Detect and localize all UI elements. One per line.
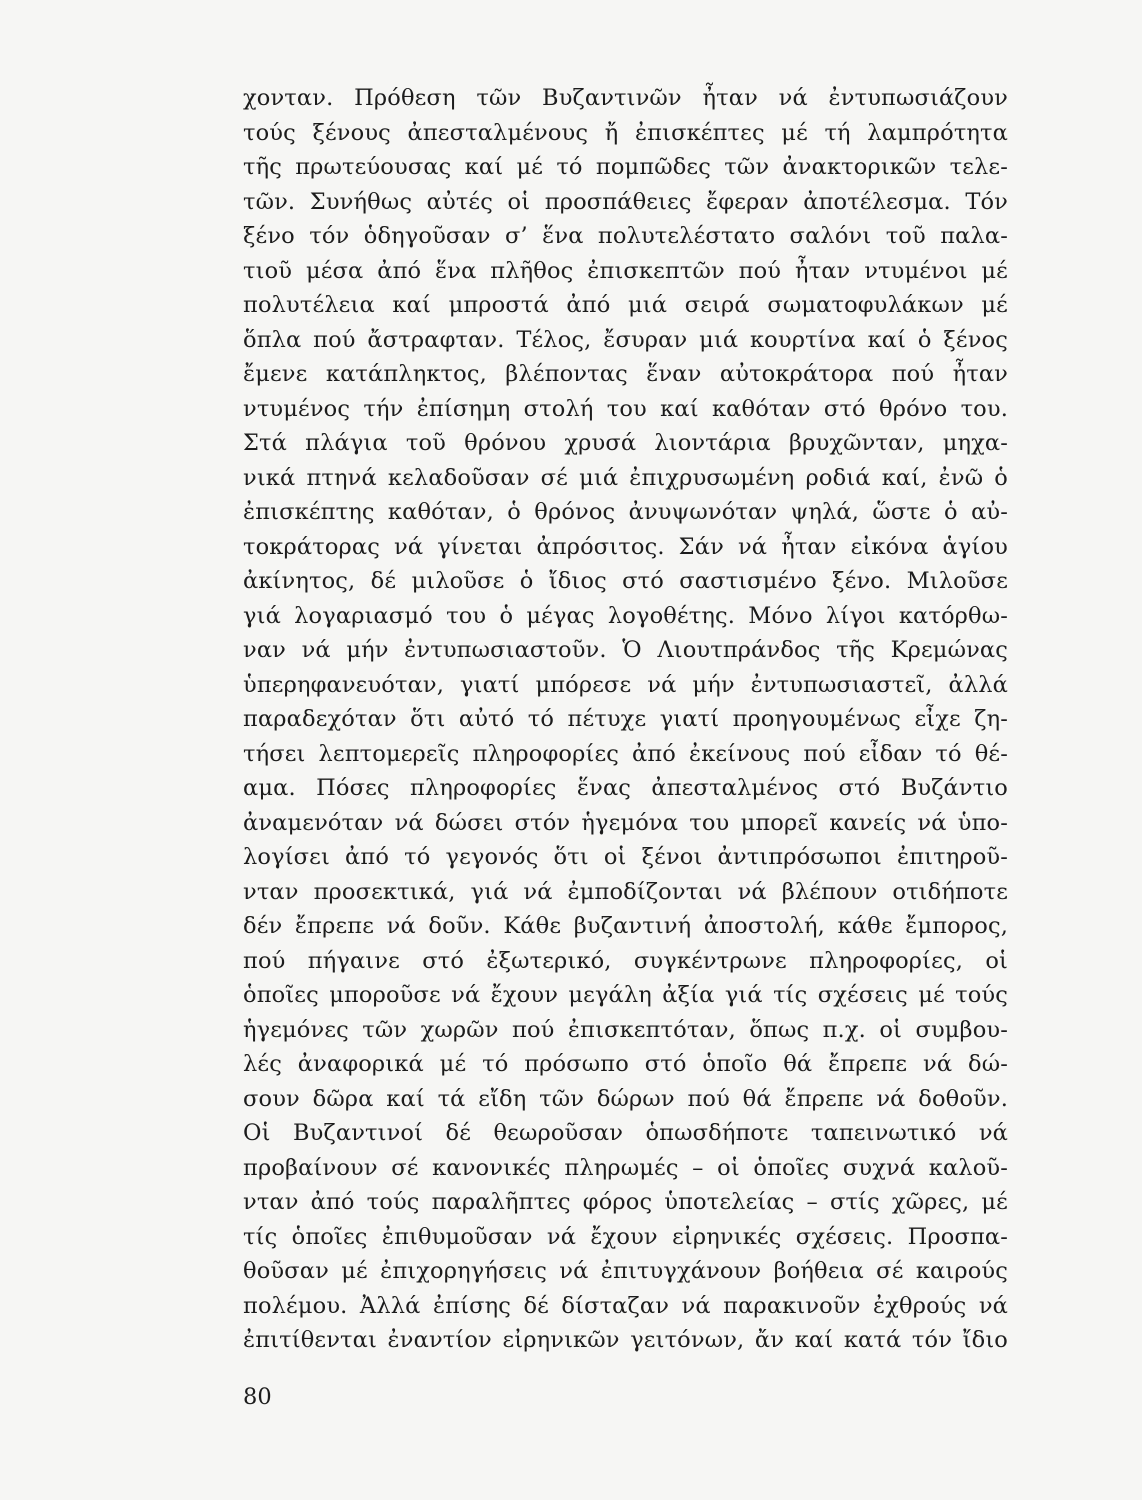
- text-line: νταν ἀπό τούς παραλῆπτες φόρος ὑποτελείας – στίς χῶρες, μέ: [243, 1189, 1008, 1215]
- text-line: νικά πτηνά κελαδοῦσαν σέ μιά ἐπιχρυσωμένη ροδιά καί, ἐνῶ ὁ: [243, 464, 1008, 491]
- text-line: ἀναμενόταν νά δώσει στόν ἡγεμόνα του μπορεῖ κανείς νά ὑπο-: [243, 809, 1008, 836]
- text-line: τοκράτορας νά γίνεται ἀπρόσιτος. Σάν νά ἦταν εἰκόνα ἁγίου: [243, 533, 1008, 560]
- text-line: παραδεχόταν ὅτι αὐτό τό πέτυχε γιατί προηγουμένως εἶχε ζη-: [243, 706, 1008, 732]
- text-line: πολυτέλεια καί μπροστά ἀπό μιά σειρά σωματοφυλάκων μέ: [243, 292, 1008, 318]
- text-line: ἐπισκέπτης καθόταν, ὁ θρόνος ἀνυψωνόταν ψηλά, ὥστε ὁ αὐ-: [243, 499, 1008, 525]
- text-line: ὑπερηφανευόταν, γιατί μπόρεσε νά μήν ἐντυπωσιαστεῖ, ἀλλά: [243, 671, 1008, 698]
- text-line: τῆς πρωτεύουσας καί μέ τό πομπῶδες τῶν ἀνακτορικῶν τελε-: [243, 154, 1008, 180]
- text-line: ναν νά μήν ἐντυπωσιαστοῦν. Ὁ Λιουτπράνδος τῆς Κρεμώνας: [243, 637, 1008, 663]
- text-line: προβαίνουν σέ κανονικές πληρωμές – οἱ ὁποῖες συχνά καλοῦ-: [243, 1154, 1008, 1181]
- text-line: ὁποῖες μποροῦσε νά ἔχουν μεγάλη ἀξία γιά τίς σχέσεις μέ τούς: [243, 982, 1008, 1008]
- text-line: ἡγεμόνες τῶν χωρῶν πού ἐπισκεπτόταν, ὅπως π.χ. οἱ συμβου-: [243, 1016, 1008, 1043]
- text-line: αμα. Πόσες πληροφορίες ἕνας ἀπεσταλμένος στό Βυζάντιο: [243, 775, 1008, 801]
- text-line: τίς ὁποῖες ἐπιθυμοῦσαν νά ἔχουν εἰρηνικές σχέσεις. Προσπα-: [243, 1223, 1008, 1250]
- text-line: πού πήγαινε στό ἐξωτερικό, συγκέντρωνε πληροφορίες, οἱ: [243, 947, 1008, 974]
- text-line: λογίσει ἀπό τό γεγονός ὅτι οἱ ξένοι ἀντιπρόσωποι ἐπιτηροῦ-: [243, 844, 1008, 870]
- text-line: ἀκίνητος, δέ μιλοῦσε ὁ ἴδιος στό σαστισμένο ξένο. Μιλοῦσε: [243, 568, 1008, 594]
- text-line: τούς ξένους ἀπεσταλμένους ἤ ἐπισκέπτες μέ τή λαμπρότητα: [243, 119, 1008, 146]
- text-line: τῶν. Συνήθως αὐτές οἱ προσπάθειες ἔφεραν ἀποτέλεσμα. Τόν: [243, 188, 1008, 215]
- text-line: Στά πλάγια τοῦ θρόνου χρυσά λιοντάρια βρυχῶνταν, μηχα-: [243, 430, 1008, 456]
- text-line: σουν δῶρα καί τά εἴδη τῶν δώρων πού θά ἔπρεπε νά δοθοῦν.: [243, 1085, 1008, 1112]
- text-line: ἔμενε κατάπληκτος, βλέποντας ἕναν αὐτοκράτορα πού ἦταν: [243, 361, 1008, 387]
- text-line: νταν προσεκτικά, γιά νά ἐμποδίζονται νά βλέπουν οτιδήποτε: [243, 878, 1008, 905]
- page-number: 80: [243, 1384, 272, 1410]
- body-text: [243, 81, 1008, 1358]
- text-line: λές ἀναφορικά μέ τό πρόσωπο στό ὁποῖο θά ἔπρεπε νά δώ-: [243, 1051, 1008, 1077]
- text-line: ὅπλα πού ἄστραφταν. Τέλος, ἔσυραν μιά κουρτίνα καί ὁ ξένος: [243, 326, 1008, 353]
- text-line: Οἱ Βυζαντινοί δέ θεωροῦσαν ὁπωσδήποτε ταπεινωτικό νά: [243, 1120, 1008, 1146]
- text-line: ντυμένος τήν ἐπίσημη στολή του καί καθόταν στό θρόνο του.: [243, 395, 1008, 422]
- text-line: χονταν. Πρόθεση τῶν Βυζαντινῶν ἦταν νά ἐντυπωσιάζουν: [243, 85, 1008, 111]
- text-line: τήσει λεπτομερεῖς πληροφορίες ἀπό ἐκείνους πού εἶδαν τό θέ-: [243, 740, 1008, 767]
- text-line: δέν ἔπρεπε νά δοῦν. Κάθε βυζαντινή ἀποστολή, κάθε ἔμπορος,: [243, 913, 1008, 939]
- text-line: πολέμου. Ἀλλά ἐπίσης δέ δίσταζαν νά παρακινοῦν ἐχθρούς νά: [243, 1292, 1008, 1319]
- text-line: ξένο τόν ὁδηγοῦσαν σ’ ἕνα πολυτελέστατο σαλόνι τοῦ παλα-: [243, 223, 1008, 249]
- text-line: ἐπιτίθενται ἐναντίον εἰρηνικῶν γειτόνων, ἄν καί κατά τόν ἴδιο: [243, 1327, 1008, 1353]
- text-line: θοῦσαν μέ ἐπιχορηγήσεις νά ἐπιτυγχάνουν βοήθεια σέ καιρούς: [243, 1258, 1008, 1284]
- text-line: τιοῦ μέσα ἀπό ἕνα πλῆθος ἐπισκεπτῶν πού ἦταν ντυμένοι μέ: [243, 257, 1008, 284]
- text-line: γιά λογαριασμό του ὁ μέγας λογοθέτης. Μόνο λίγοι κατόρθω-: [243, 602, 1008, 629]
